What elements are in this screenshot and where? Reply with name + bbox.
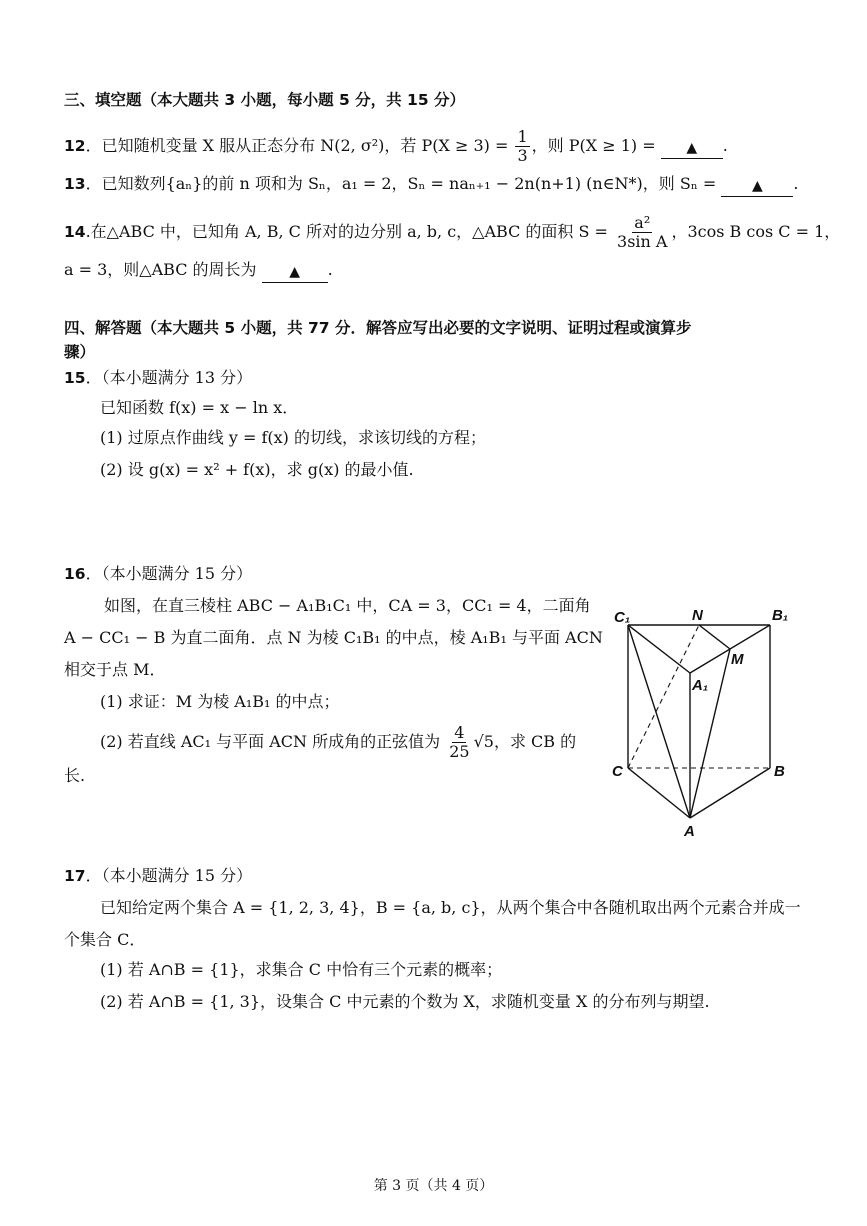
question-14-text-b: ，3cos B cos C = 1， (671, 222, 841, 241)
question-15-number: 15 (64, 369, 86, 387)
question-12-text-a: ．已知随机变量 X 服从正态分布 N(2, σ²)，若 P(X ≥ 3) = (85, 136, 509, 155)
fraction-numerator: 4 (454, 723, 465, 742)
question-17-line-2: 个集合 C． (64, 930, 146, 949)
fraction-numerator: a² (634, 213, 651, 232)
edge-c-a (628, 768, 690, 818)
question-16-title (64, 562, 252, 586)
question-15-score: ．（本小题满分 13 分） (85, 368, 253, 387)
page-footer: 第 3 页（共 4 页） (373, 1178, 494, 1194)
question-14-line2-text: a = 3，则△ABC 的周长为 (64, 260, 257, 279)
question-16-score: ．（本小题满分 15 分） (85, 564, 253, 583)
question-14-end: . (327, 260, 333, 279)
question-16-part-1: (1) 求证：M 为棱 A₁B₁ 的中点； (100, 692, 340, 711)
segment-n-m (699, 625, 730, 649)
question-17-number: 17 (64, 867, 86, 885)
label-b1: B₁ (772, 607, 789, 624)
question-13 (64, 172, 798, 196)
question-14 (64, 214, 840, 251)
question-12-text-b: ，则 P(X ≥ 1) = (531, 136, 656, 155)
question-14-text-a: .在△ABC 中，已知角 A, B, C 所对的边分别 a, b, c，△ABC 的面积 S = (85, 222, 608, 241)
question-13-text: ．已知数列{aₙ}的前 n 项和为 Sₙ，a₁ = 2，Sₙ = naₙ₊₁ − 2n(n+1) (n∈N*)，则 Sₙ = (85, 174, 717, 193)
triangle-icon: ▲ (289, 264, 301, 280)
question-14-number: 14 (64, 223, 86, 241)
edge-c1-a1 (628, 625, 690, 673)
triangle-icon: ▲ (751, 178, 763, 194)
question-17-part-2: (2) 若 A∩B = {1, 3}，设集合 C 中元素的个数为 X，求随机变量 X 的分布列与期望. (100, 992, 710, 1011)
triangle-icon: ▲ (686, 140, 698, 156)
question-15-part-2: (2) 设 g(x) = x² + f(x)，求 g(x) 的最小值. (100, 460, 414, 479)
label-c: C (612, 763, 623, 780)
label-a1: A₁ (692, 677, 709, 694)
question-16-part-2-text-a: (2) 若直线 AC₁ 与平面 ACN 所成角的正弦值为 (100, 732, 441, 751)
answer-blank[interactable] (721, 175, 793, 197)
fraction-denominator: 25 (449, 742, 470, 761)
segment-a-m (690, 649, 730, 818)
question-17-part-1: (1) 若 A∩B = {1}，求集合 C 中恰有三个元素的概率； (100, 960, 503, 979)
label-c1: C₁ (614, 609, 631, 626)
question-12 (64, 128, 728, 165)
question-17-title (64, 864, 252, 888)
fraction-numerator: 1 (517, 127, 528, 146)
section-3-heading: 三、填空题（本大题共 3 小题，每小题 5 分，共 15 分） (64, 91, 466, 109)
question-13-number: 13 (64, 175, 86, 193)
question-16-part-2-cont: 长. (64, 766, 86, 785)
segment-a-c1 (628, 625, 690, 818)
question-16-part-2-text-b: √5，求 CB 的 (473, 732, 577, 751)
question-12-fraction (515, 128, 529, 165)
answer-blank[interactable] (262, 261, 328, 283)
section-4-heading: 四、解答题（本大题共 5 小题，共 77 分．解答应写出必要的文字说明、证明过程或演算步 (64, 319, 692, 337)
hidden-segment-c-n (628, 625, 699, 768)
question-16-line-2: A − CC₁ − B 为直二面角．点 N 为棱 C₁B₁ 的中点，棱 A₁B₁ 与平面 ACN (64, 628, 603, 647)
question-15-stem: 已知函数 f(x) = x − ln x． (100, 398, 299, 417)
question-16-fraction (447, 724, 471, 761)
question-16-number: 16 (64, 565, 86, 583)
answer-blank[interactable] (661, 137, 723, 159)
question-15-title (64, 366, 252, 390)
question-17-line-1: 已知给定两个集合 A = {1, 2, 3, 4}，B = {a, b, c}，从两个集合中各随机取出两个元素合并成一 (100, 898, 801, 917)
label-m: M (731, 651, 744, 668)
prism-figure (600, 600, 810, 840)
question-16-line-3: 相交于点 M． (64, 660, 166, 679)
question-12-number: 12 (64, 137, 86, 155)
section-4-heading-cont: 骤） (64, 343, 96, 361)
question-15-part-1: (1) 过原点作曲线 y = f(x) 的切线，求该切线的方程； (100, 428, 486, 447)
question-16-part-2 (100, 724, 576, 761)
question-16-line-1: 如图，在直三棱柱 ABC − A₁B₁C₁ 中，CA = 3，CC₁ = 4，二面角 (104, 596, 591, 615)
question-17-score: ．（本小题满分 15 分） (85, 866, 253, 885)
question-14-line-2 (64, 258, 333, 282)
label-n: N (692, 607, 703, 624)
fraction-denominator: 3 (517, 146, 528, 165)
question-14-fraction (615, 214, 669, 251)
label-a: A (684, 823, 695, 840)
fraction-denominator: 3sin A (617, 232, 668, 251)
edge-a-b (690, 768, 770, 818)
label-b: B (774, 763, 785, 780)
question-12-end: . (722, 136, 728, 155)
question-13-end: . (793, 174, 799, 193)
